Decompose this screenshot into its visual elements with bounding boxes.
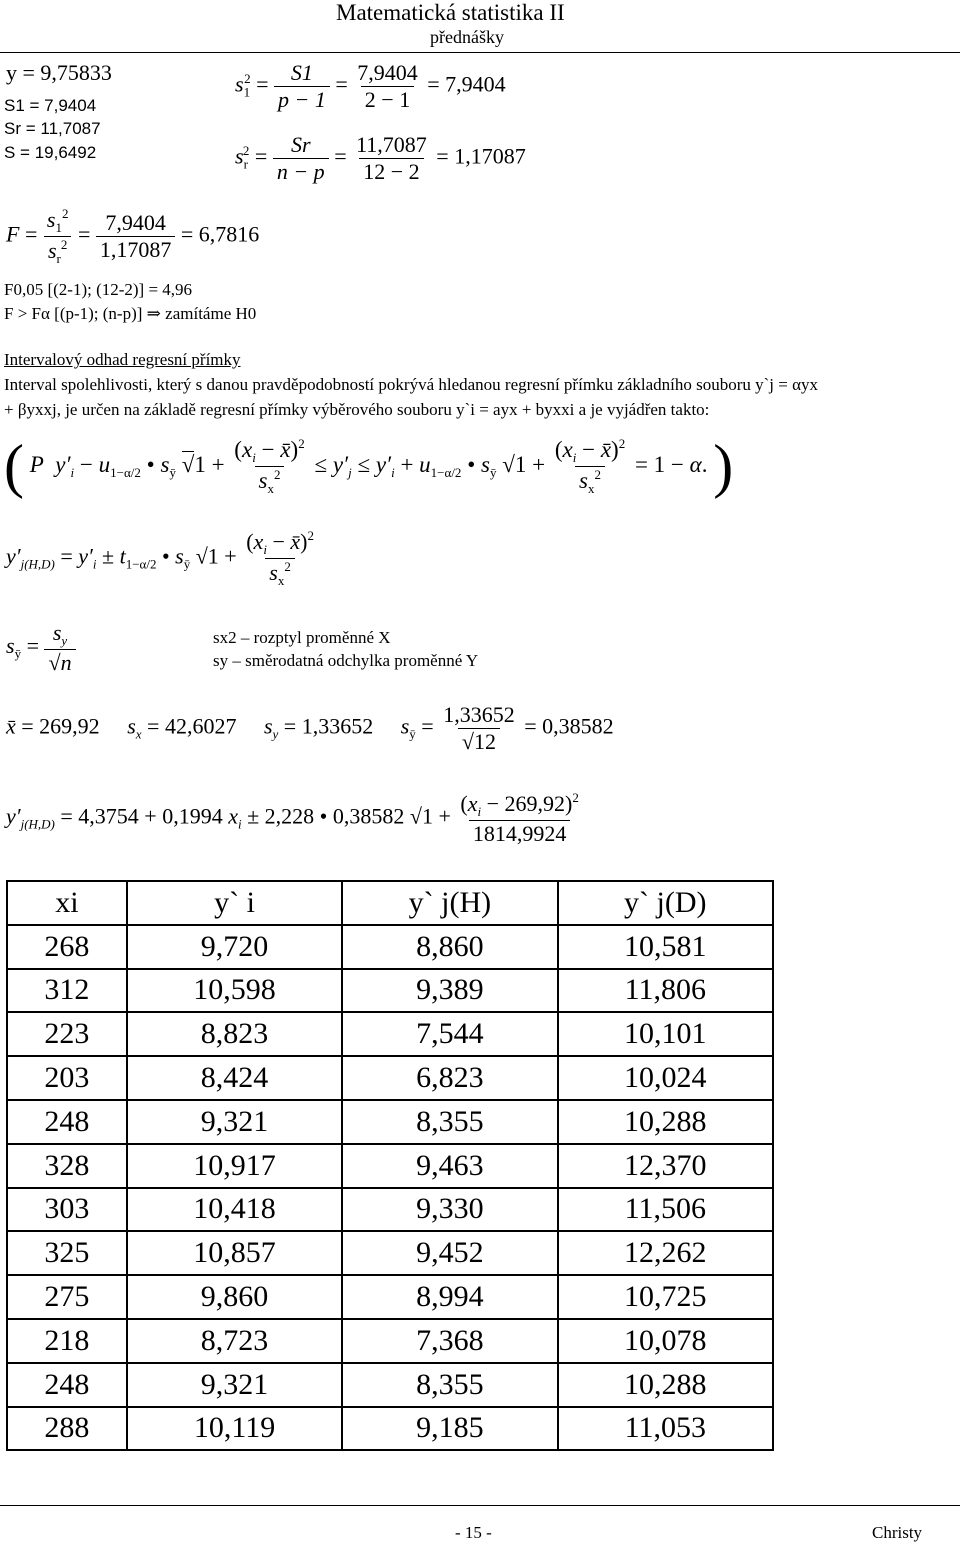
paragraph-line-2: + βyxxj, je určen na základě regresní přímky výběrového souboru y`i = ayx + byxxi a je vyjádřen takto: (4, 400, 710, 419)
table-cell: 9,389 (342, 969, 557, 1013)
table-cell: 10,078 (558, 1319, 773, 1363)
table-row (7, 1012, 773, 1056)
table-cell: 9,452 (342, 1231, 557, 1275)
table-cell: 9,463 (342, 1144, 557, 1188)
table-cell: 10,598 (127, 969, 342, 1013)
table-cell: 10,119 (127, 1407, 342, 1451)
table-cell: 8,355 (342, 1363, 557, 1407)
table-cell: 12,262 (558, 1231, 773, 1275)
table-body (7, 925, 773, 1451)
table-cell: 7,544 (342, 1012, 557, 1056)
computed-values: x̄ = 269,92 $s_x = 42,6027$ $s_y = 1,33652$ $s_ȳ$ = $\frac{1,33652}{√12}$ = 0,38582 (6, 702, 614, 754)
table-row (7, 1319, 773, 1363)
table-cell: 9,321 (127, 1363, 342, 1407)
table-cell: 10,581 (558, 925, 773, 969)
column-header: y` i (127, 881, 342, 925)
table-cell: 223 (7, 1012, 127, 1056)
table-cell: 6,823 (342, 1056, 557, 1100)
page-number: - 15 - (455, 1523, 492, 1542)
table-cell: 10,101 (558, 1012, 773, 1056)
table-cell: 8,860 (342, 925, 557, 969)
header-subtitle: přednášky (430, 27, 504, 47)
table-cell: 12,370 (558, 1144, 773, 1188)
sr-squared-formula: $s_r^2$ = $\frac{Sr}{n - p}$ = $\frac{11,7087}{12 - 2}$ = 1,17087 (235, 132, 526, 184)
table-cell: 8,355 (342, 1100, 557, 1144)
column-header: y` j(H) (342, 881, 557, 925)
table-cell: 8,723 (127, 1319, 342, 1363)
table-cell: 218 (7, 1319, 127, 1363)
table-cell: 9,185 (342, 1407, 557, 1451)
table-cell: 11,506 (558, 1188, 773, 1232)
author-name: Christy (872, 1523, 923, 1542)
table-header-row (7, 881, 773, 925)
header-title: Matematická statistika II (336, 0, 565, 25)
table-row (7, 1407, 773, 1451)
table-cell: 203 (7, 1056, 127, 1100)
paragraph-line-1: Interval spolehlivosti, který s danou pravděpodobností pokrývá hledanou regresní přímku základního souboru y`j = αyx (4, 375, 819, 394)
section-title: Intervalový odhad regresní přímky (4, 350, 241, 369)
table-row (7, 969, 773, 1013)
table-cell: 312 (7, 969, 127, 1013)
definition-sy: sy – směrodatná odchylka proměnné Y (213, 651, 479, 670)
sr-value: Sr = 11,7087 (4, 119, 101, 138)
table-cell: 10,024 (558, 1056, 773, 1100)
results-table (6, 880, 774, 1451)
table-row (7, 1144, 773, 1188)
definition-sx2: sx2 – rozptyl proměnné X (213, 628, 391, 647)
table-cell: 8,994 (342, 1275, 557, 1319)
table-cell: 8,424 (127, 1056, 342, 1100)
table-cell: 288 (7, 1407, 127, 1451)
column-header: y` j(D) (558, 881, 773, 925)
table-row (7, 1231, 773, 1275)
table-cell: 248 (7, 1363, 127, 1407)
table-cell: 325 (7, 1231, 127, 1275)
table-cell: 10,725 (558, 1275, 773, 1319)
table-cell: 10,288 (558, 1363, 773, 1407)
table-cell: 10,418 (127, 1188, 342, 1232)
table-cell: 9,330 (342, 1188, 557, 1232)
table-cell: 10,857 (127, 1231, 342, 1275)
table-cell: 328 (7, 1144, 127, 1188)
sy-bar-formula: $s_ȳ$ = $\frac{s_y}{√n}$ (6, 620, 76, 676)
table-row (7, 925, 773, 969)
table-cell: 275 (7, 1275, 127, 1319)
table-cell: 303 (7, 1188, 127, 1232)
s1-squared-formula: $s_1^2$ = $\frac{S1}{p - 1}$ = $\frac{7,9404}{2 - 1}$ = 7,9404 (235, 60, 506, 112)
s-value: S = 19,6492 (4, 143, 97, 162)
table-row (7, 1363, 773, 1407)
s1-value: S1 = 7,9404 (4, 96, 97, 115)
probability-interval-formula: ( P $y'_i - u_{1-\alpha/2}$ • $s_ȳ$ √1 + $\frac{(x_i - x̄)^2}{s_x^2}$ ≤ $y'_j \le y'_i + u_{1-\alpha/2}$ • $s_ȳ$ √1 + $\frac{(x_i - x̄)^2}{s_x^2}$ = 1 − α. ) (4, 433, 734, 499)
footer-divider (0, 1505, 960, 1506)
table-cell: 11,806 (558, 969, 773, 1013)
ybar-value: y = 9,75833 (6, 60, 112, 85)
f-test-conclusion: F > Fα [(p-1); (n-p)] ⇒ zamítáme H0 (4, 304, 257, 323)
table-cell: 268 (7, 925, 127, 969)
f-critical-value: F0,05 [(2-1); (12-2)] = 4,96 (4, 280, 193, 299)
table-cell: 10,288 (558, 1100, 773, 1144)
table-cell: 248 (7, 1100, 127, 1144)
table-row (7, 1056, 773, 1100)
interval-bounds-formula: $y'_{j(H,D)} = y'_i \pm t_{1-\alpha/2}$ • $s_ȳ$ √1 + $\frac{(x_i - x̄)^2}{s_x^2}$ (6, 528, 314, 588)
table-row (7, 1100, 773, 1144)
table-cell: 9,720 (127, 925, 342, 969)
final-interval-formula: $y'_{j(H,D)} = 4,3754 + 0,1994$ $x_i \pm 2,228$ • 0,38582 √1 + $\frac{(x_i - 269,92)^2}{1814,9924}$ (6, 790, 579, 846)
header-divider (0, 52, 960, 53)
table-cell: 10,917 (127, 1144, 342, 1188)
table-cell: 9,321 (127, 1100, 342, 1144)
table-cell: 11,053 (558, 1407, 773, 1451)
table-cell: 7,368 (342, 1319, 557, 1363)
table-row (7, 1188, 773, 1232)
table-cell: 8,823 (127, 1012, 342, 1056)
table-cell: 9,860 (127, 1275, 342, 1319)
column-header: xi (7, 881, 127, 925)
table-row (7, 1275, 773, 1319)
f-statistic-formula: F = $\frac{s_1^2}{s_r^2}$ = $\frac{7,9404}{1,17087}$ = 6,7816 (6, 206, 260, 266)
